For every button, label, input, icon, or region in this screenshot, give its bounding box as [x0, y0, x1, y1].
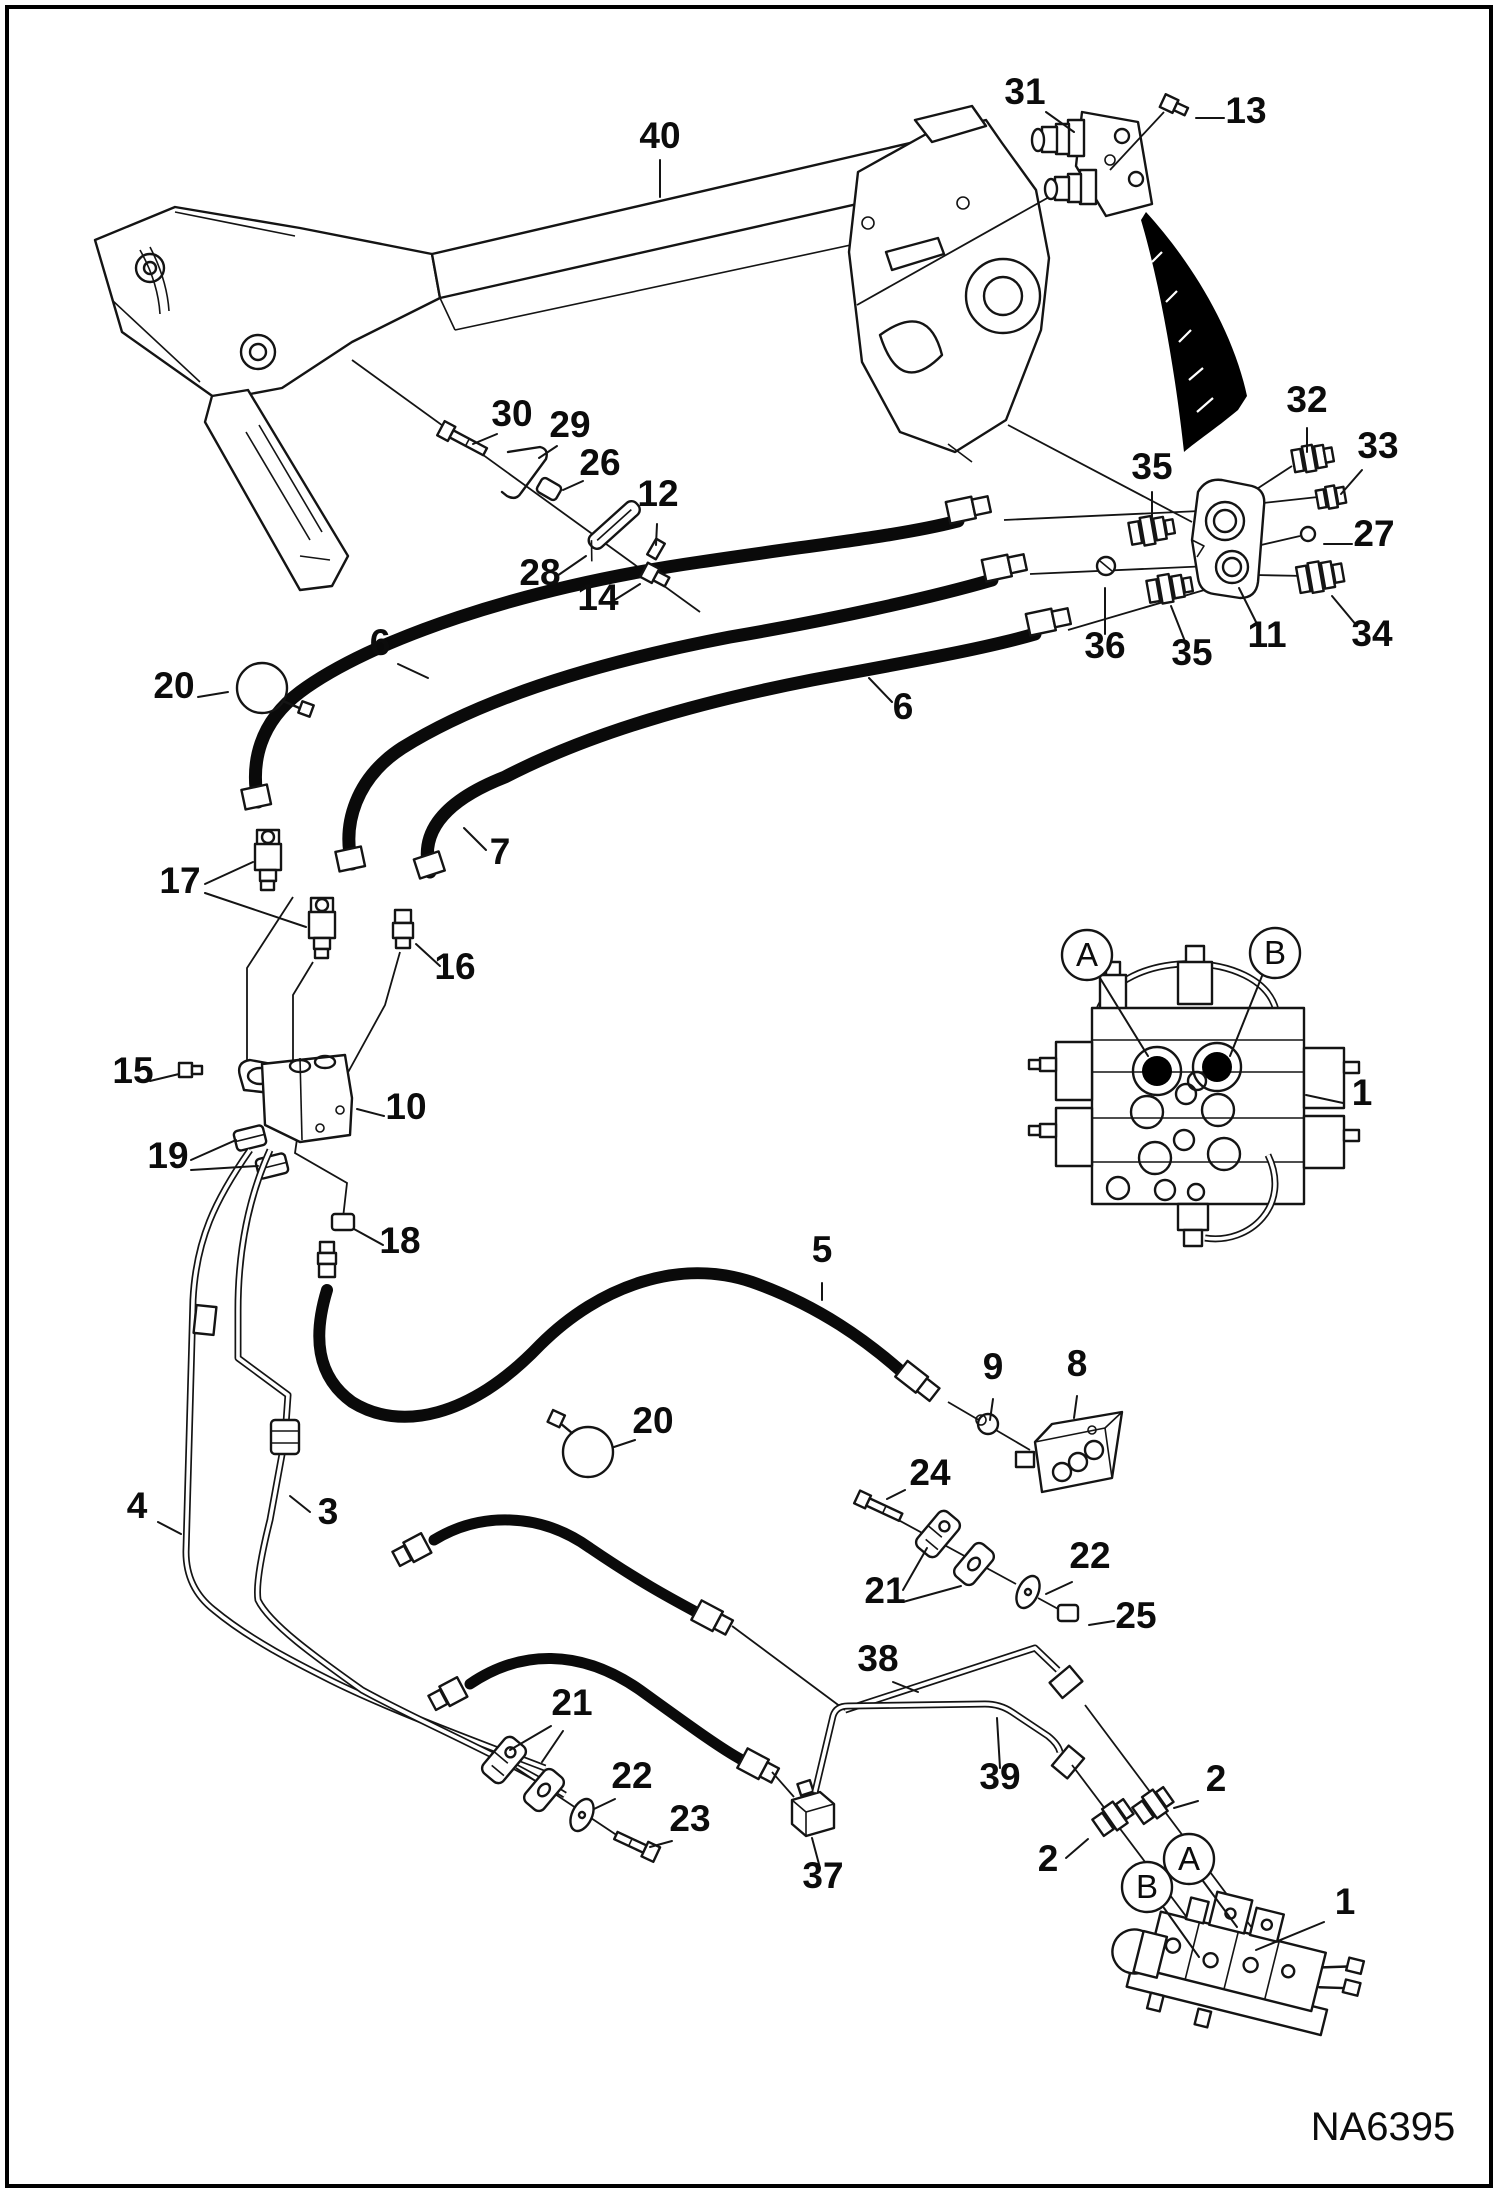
callout-19: 19 [147, 1135, 189, 1176]
orifice-27 [1301, 527, 1315, 541]
circle-label-letter: A [1177, 1840, 1201, 1877]
circle-label-port-a-bottom [1164, 1834, 1214, 1884]
callout-4: 4 [126, 1485, 148, 1526]
leader-line-37 [903, 1586, 961, 1602]
callout-1-top: 1 [1351, 1072, 1373, 1113]
callout-31: 31 [1004, 71, 1046, 112]
callout-7: 7 [489, 831, 511, 872]
spacer-26 [535, 477, 562, 502]
leader-line-20 [191, 1140, 236, 1160]
fitting-16 [393, 910, 413, 948]
callout-25: 25 [1115, 1595, 1157, 1636]
callout-20-top: 20 [153, 665, 195, 706]
leader-line-27 [557, 556, 586, 576]
callout-22-lower: 22 [611, 1755, 653, 1796]
bolt-15 [179, 1063, 202, 1077]
fittings-17 [255, 830, 335, 958]
leader-line-18 [150, 1074, 179, 1081]
callout-35-lower: 35 [1171, 632, 1213, 673]
fitting-34 [1296, 558, 1346, 595]
leader-line-38 [1046, 1582, 1072, 1594]
leader-line-47 [1066, 1839, 1088, 1858]
callout-11: 11 [1247, 614, 1287, 655]
strap-28 [578, 498, 645, 561]
leader-line-35 [887, 1490, 905, 1499]
coupler-assembly-31 [1032, 112, 1152, 216]
circle-label-letter: B [1135, 1868, 1159, 1905]
callout-2-right: 2 [1205, 1758, 1227, 1799]
circle-label-port-b-bottom [1122, 1862, 1172, 1912]
restrictor-9 [976, 1414, 998, 1434]
washer-22-upper [1012, 1572, 1044, 1611]
leader-line-39 [1089, 1621, 1114, 1625]
callout-34: 34 [1351, 613, 1393, 654]
leader-line-4 [1341, 470, 1362, 494]
fitting-cluster-11 [1004, 442, 1347, 630]
callout-23: 23 [669, 1798, 711, 1839]
leader-line-30 [290, 1496, 310, 1512]
circle-label-letter: B [1263, 934, 1287, 971]
orifice-36 [1097, 557, 1115, 575]
callout-32: 32 [1286, 379, 1328, 420]
leader-line-42 [542, 1731, 563, 1762]
cable-tie-20-bottom [548, 1410, 613, 1477]
circle-label-port-b-top [1250, 928, 1300, 978]
fitting-33 [1315, 484, 1346, 511]
callout-33: 33 [1357, 425, 1399, 466]
callout-26: 26 [579, 442, 621, 483]
fitting-32 [1291, 442, 1335, 475]
loader-arm-drawing [95, 106, 1192, 612]
leader-line-41 [510, 1726, 551, 1750]
leader-line-43 [594, 1799, 615, 1809]
callout-5: 5 [811, 1229, 833, 1270]
callout-1-bottom: 1 [1334, 1881, 1356, 1922]
callout-29: 29 [549, 404, 591, 445]
leader-line-29 [158, 1522, 181, 1534]
leader-line-16 [205, 893, 306, 927]
leader-line-13 [464, 828, 486, 850]
callout-8: 8 [1066, 1343, 1088, 1384]
callout-9: 9 [982, 1346, 1004, 1387]
bolt-23 [612, 1828, 660, 1862]
leader-line-14 [198, 692, 228, 697]
leader-line-23 [473, 434, 497, 444]
nut-25 [1058, 1605, 1078, 1621]
callout-10: 10 [385, 1086, 427, 1127]
callout-22-upper: 22 [1069, 1535, 1111, 1576]
callout-15: 15 [112, 1050, 154, 1091]
callout-35-upper: 35 [1131, 446, 1173, 487]
callout-40: 40 [639, 115, 681, 156]
callout-39: 39 [979, 1756, 1021, 1797]
callout-13: 13 [1225, 90, 1267, 131]
block-8 [1016, 1412, 1122, 1492]
callout-17: 17 [159, 860, 201, 901]
leader-line-34 [1074, 1396, 1077, 1418]
tube-39 [815, 1704, 1084, 1792]
circle-label-port-a-top [1062, 930, 1112, 980]
callout-6-left: 6 [369, 622, 391, 663]
washer-22-lower [566, 1795, 598, 1834]
callout-20-bottom: 20 [632, 1400, 674, 1441]
callout-21-lower: 21 [551, 1682, 593, 1723]
callout-28: 28 [519, 552, 561, 593]
nut-18 [332, 1214, 354, 1230]
callout-12: 12 [637, 473, 679, 514]
clamp-half-21a [913, 1508, 962, 1560]
leader-line-36 [903, 1548, 927, 1590]
callout-3: 3 [317, 1491, 339, 1532]
figure-code: NA6395 [1310, 2105, 1456, 2149]
clamp-half-21b [951, 1540, 996, 1588]
port-a-hole [1142, 1056, 1172, 1086]
leader-line-32 [614, 1440, 635, 1447]
leader-line-15 [205, 862, 253, 884]
circle-label-letter: A [1075, 936, 1099, 973]
callout-36: 36 [1084, 625, 1126, 666]
leader-line-12 [869, 678, 892, 702]
callout-18: 18 [379, 1220, 421, 1261]
hose-5 [318, 1242, 1030, 1450]
callout-21-upper: 21 [864, 1570, 906, 1611]
callout-6-right: 6 [892, 686, 914, 727]
callout-38: 38 [857, 1638, 899, 1679]
callout-2-left: 2 [1037, 1838, 1059, 1879]
leader-line-21 [191, 1166, 258, 1170]
callout-24: 24 [909, 1452, 951, 1493]
leader-line-11 [398, 664, 428, 678]
callout-37: 37 [802, 1855, 844, 1896]
callout-14: 14 [577, 577, 619, 618]
leader-line-48 [1174, 1801, 1198, 1808]
callout-16: 16 [434, 946, 476, 987]
callout-30: 30 [491, 393, 533, 434]
fitting-35-lower [1146, 570, 1194, 605]
leader-line-26 [656, 524, 657, 545]
clamp-set-lower [479, 1734, 660, 1862]
leader-line-19 [357, 1109, 384, 1116]
hatch-swoosh [1141, 212, 1247, 452]
callout-27: 27 [1353, 513, 1395, 554]
clamp-half-21c [479, 1734, 528, 1786]
